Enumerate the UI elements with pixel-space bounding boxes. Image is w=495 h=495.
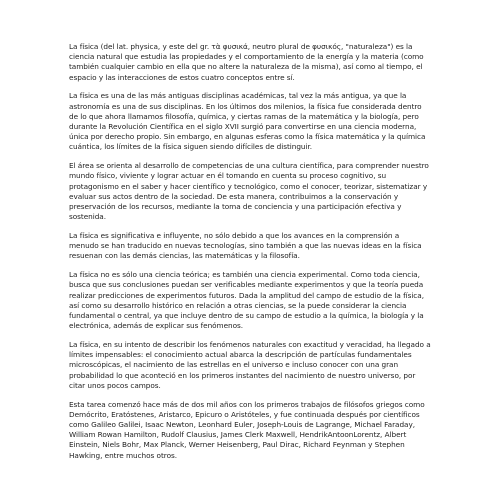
paragraph-area: El área se orienta al desarrollo de competencias de una cultura científica, para comprender nuestro mundo físico, viviente y lograr actuar en él tomando en cuenta su proceso cognitivo, su protagonismo en el saber y hacer científico y tecnológico, como el conocer, teorizar, sistematizar y evaluar sus actos dentro de la sociedad. De esta manera, contribuimos a la conservación y preservación de los recursos, mediante la toma de conciencia y una participación efectiva y sostenida. — [69, 161, 429, 222]
paragraph-definition: La física (del lat. physica, y este del gr. τὰ φυσικά, neutro plural de φυσικός, "naturaleza") es la ciencia natural que estudia las propiedades y el comportamiento de la energía y la materia (como también cualquier cambio en ella que no altere la naturaleza de la misma), así como al tiempo, el espacio y las interacciones de estos cuatro conceptos entre sí. — [69, 42, 424, 82]
paragraph-significance: La física es significativa e influyente, no sólo debido a que los avances en la comprensión a menudo se han traducido en nuevas tecnologías, sino también a que las nuevas ideas en la física resuenan con las demás ciencias, las matemáticas y la filosofía. — [69, 231, 422, 261]
paragraph-experimental: La física no es sólo una ciencia teórica; es también una ciencia experimental. Como toda ciencia, busca que sus conclusiones puedan ser verificables mediante experimentos y que la teoría pueda realizar predicciones de experimentos futuros. Dada la amplitud del campo de estudio de la física, así como su desarrollo histórico en relación a otras ciencias, se la puede considerar la ciencia fundamental o central, ya que incluye dentro de su campo de estudio a la química, la biología y la electrónica, además de explicar sus fenómenos. — [69, 270, 424, 331]
paragraph-history: La física es una de las más antiguas disciplinas académicas, tal vez la más antigua, ya que la astronomía es una de sus disciplinas. En los últimos dos milenios, la física fue considerada dentro de lo que ahora llamamos filosofía, química, y ciertas ramas de la matemática y la biología, pero durante la Revolución Científica en el siglo XVII surgió para convertirse en una ciencia moderna, única por derecho propio. Sin embargo, en algunas esferas como la física matemática y la química cuántica, los límites de la física siguen siendo difíciles de distinguir. — [69, 91, 426, 152]
document-body — [69, 42, 431, 469]
paragraph-limits: La física, en su intento de describir los fenómenos naturales con exactitud y veracidad, ha llegado a límites impensables: el conocimiento actual abarca la descripción de partículas fundamentales microscópicas, el nacimiento de las estrellas en el universo e incluso conocer con una gran probabilidad lo que aconteció en los primeros instantes del nacimiento de nuestro universo, por citar unos pocos campos. — [69, 340, 431, 390]
paragraph-scientists: Esta tarea comenzó hace más de dos mil años con los primeros trabajos de filósofos griegos como Demócrito, Eratóstenes, Aristarco, Epicuro o Aristóteles, y fue continuada después por científicos como Galileo Galilei, Isaac Newton, Leonhard Euler, Joseph-Louis de Lagrange, Michael Faraday, William Rowan Hamilton, Rudolf Clausius, James Clerk Maxwell, HendrikAntoonLorentz, Albert Einstein, Niels Bohr, Max Planck, Werner Heisenberg, Paul Dirac, Richard Feynman y Stephen Hawking, entre muchos otros. — [69, 399, 425, 460]
